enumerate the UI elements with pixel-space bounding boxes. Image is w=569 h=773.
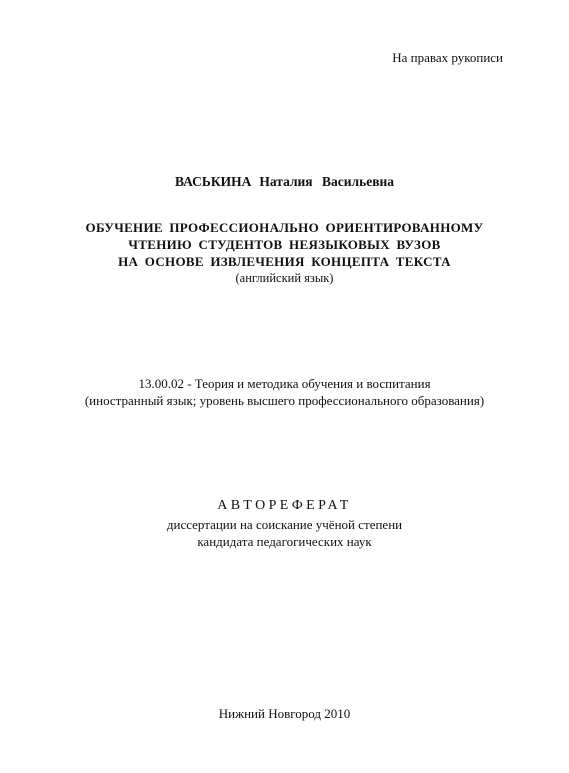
language-note: (английский язык) [235,271,334,285]
specialty-detail: (иностранный язык; уровень высшего профессионального образования) [84,393,485,408]
place-year: Нижний Новгород 2010 [218,706,351,721]
dissertation-title-line-3: НА ОСНОВЕ ИЗВЛЕЧЕНИЯ КОНЦЕПТА ТЕКСТА [118,254,451,269]
dissertation-title-line-1: ОБУЧЕНИЕ ПРОФЕССИОНАЛЬНО ОРИЕНТИРОВАННОМУ [85,220,484,235]
author-surname: ВАСЬКИНА [174,174,252,189]
author-given-names: Наталия Васильевна [259,174,395,189]
author-name [0,174,569,190]
degree-line-1: диссертации на соискание учёной степени [166,517,403,532]
dissertation-title-line-2: ЧТЕНИЮ СТУДЕНТОВ НЕЯЗЫКОВЫХ ВУЗОВ [128,237,441,252]
rights-notice: На правах рукописи [392,50,503,65]
degree-line-2: кандидата педагогических наук [197,534,372,549]
specialty-code: 13.00.02 - Теория и методика обучения и воспитания [138,376,431,391]
abstract-heading: АВТОРЕФЕРАТ [217,498,352,513]
